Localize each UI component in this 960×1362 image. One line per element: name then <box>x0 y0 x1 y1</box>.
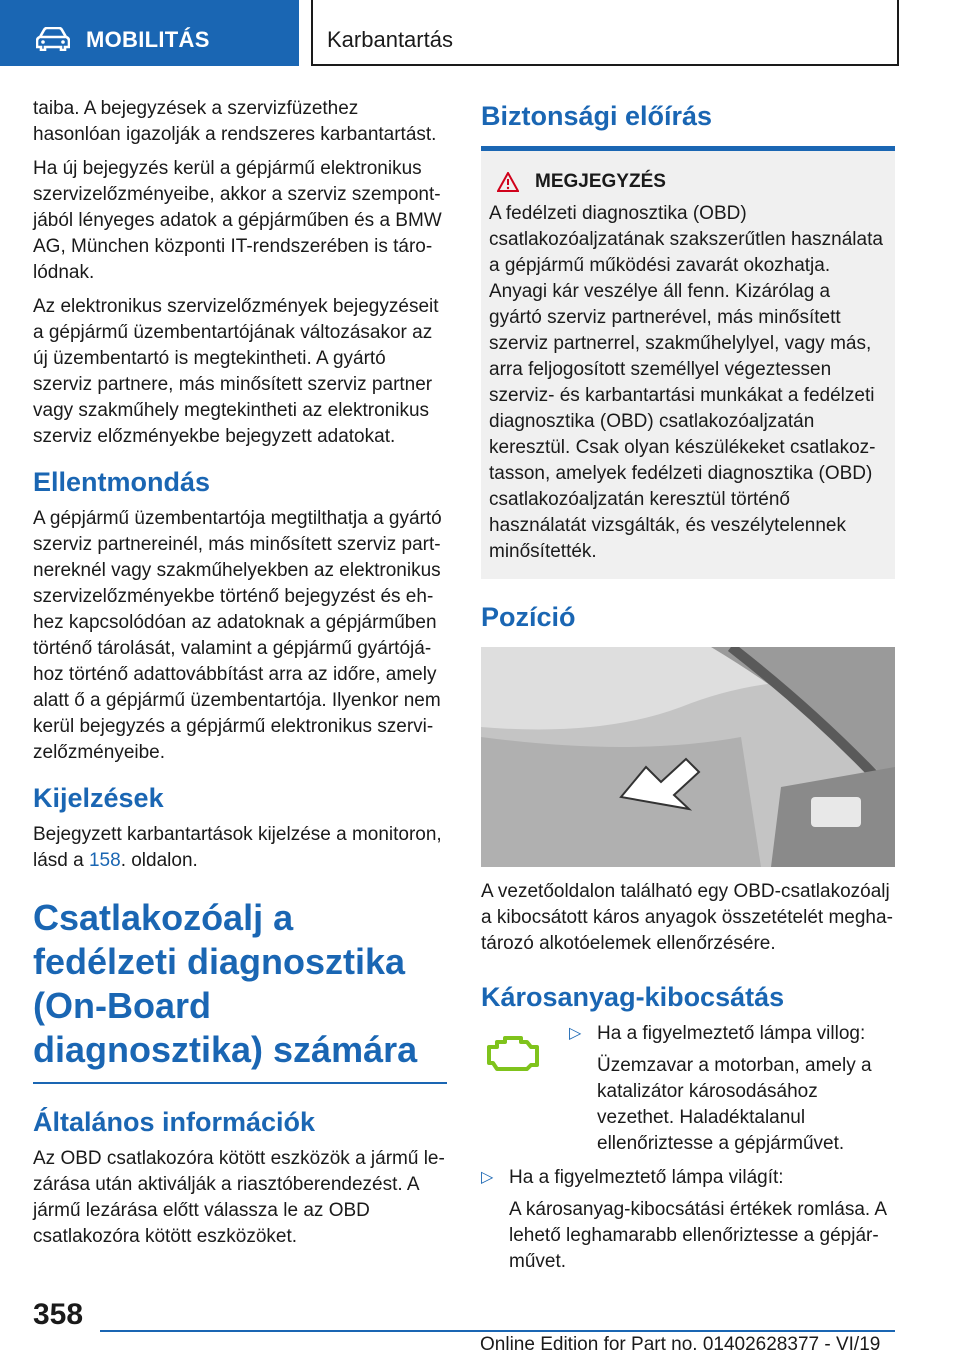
notice-header <box>489 169 887 195</box>
footer-divider <box>100 1330 895 1332</box>
paragraph: Ha új bejegyzés kerül a gépjármű elektronikus szervizelőzményeibe, akkor a szerviz szempontjából lényeges adatok a gépjárműben és a BMW AG, München központi IT-rendszerében is tárolódnak. <box>33 158 442 283</box>
item-label: Ha a figyelmeztető lámpa villog: <box>597 1023 866 1044</box>
chapter-title: Csatlakozóalj a fedélzeti diagnosztika (On-Board diagnosztika) számára <box>33 896 447 1084</box>
heading-general: Általános információk <box>33 1107 316 1137</box>
text: . oldalon. <box>120 850 198 871</box>
left-column <box>33 96 447 1258</box>
list-item <box>569 1021 895 1047</box>
car-icon <box>36 27 70 51</box>
paragraph: taiba. A bejegyzések a szervizfüzethez hasonlóan igazolják a rendszeres karbantartást. <box>33 98 437 145</box>
warning-triangle-icon <box>497 172 519 192</box>
heading-emissions: Károsanyag-kibocsátás <box>481 982 785 1012</box>
item-text: A károsanyag-kibocsátási értékek romlása. A lehető leghamarabb ellenőriztesse a gépjárművet. <box>509 1199 887 1272</box>
edition-text: Online Edition for Part no. 01402628377 - VI/19 <box>480 1334 881 1355</box>
heading-safety: Biztonsági előírás <box>481 101 713 131</box>
section-label: MOBILITÁS <box>86 27 210 52</box>
page-number: 358 <box>33 1298 84 1331</box>
item-label: Ha a figyelmeztető lámpa világít: <box>509 1167 784 1188</box>
list-item <box>481 1165 895 1191</box>
emissions-block <box>481 1021 895 1165</box>
heading-displays: Kijelzések <box>33 783 164 813</box>
emissions-list <box>569 1021 895 1165</box>
photo-caption: A vezetőoldalon található egy OBD-csatlakozóalj a kibocsátott káros anyagok összetételét meghatározó alkotóelemek ellenőrzésére. <box>481 881 893 954</box>
obd-location-photo <box>481 647 895 867</box>
emissions-list-2 <box>481 1165 895 1275</box>
paragraph: A gépjármű üzembentartója megtilthatja a gyártó szerviz partnereinél, más minősített szerviz partnereknél vagy szakműhelyekben az elektronikus szervizelőzményekbe történő bejegyzést és ehhez kapcsolódóan az adatoknak a gépjárműben történő tárolását, valamint a gépjármű gyártójához történő adattovábbítást arra az időre, amely alatt ő a gépjármű üzembentartója. Ilyenkor nem kerül bejegyzés a gépjármű elektronikus szervizelőzményeibe. <box>33 508 442 763</box>
right-column <box>481 96 895 1283</box>
paragraph: Az OBD csatlakozóra kötött eszközök a jármű lezárása után aktiválják a riasztóberendezést. A jármű lezárása előtt válassza le az OBD csatlakozóra kötött eszközöket. <box>33 1148 445 1247</box>
text: Bejegyzett karbantartások kijelzése a monitoron, lásd a <box>33 824 442 871</box>
notice-text: A fedélzeti diagnosztika (OBD) csatlakozóaljzatának szakszerűtlen használata a gépjármű működési zavarát okozhatja. Anyagi kár veszélye áll fenn. Kizárólag a gyártó szerviz partnerével, más minősített szerviz partnerrel, szakműhelylyel, vagy más, arra feljogosított személlyel végeztessen szerviz- és karbantartási munkákat a fedélzeti diagnosztika (OBD) csatlakozóaljzatán keresztül. Csak olyan készülékeket csatlakoztasson, amelyek fedélzeti diagnosztika (OBD) csatlakozóaljzatán keresztül történő használatát vizsgálták, és veszélytelennek minősítették. <box>489 203 883 562</box>
section-tab <box>0 0 299 66</box>
check-engine-icon <box>483 1033 543 1073</box>
item-text: Üzemzavar a motorban, amely a katalizátor károsodásához vezethet. Haladéktalanul ellenőriztesse a gépjárművet. <box>597 1055 872 1154</box>
paragraph: Az elektronikus szervizelőzmények bejegyzéseit a gépjármű üzembentartójának változásakor az új üzembentartó is megtekintheti. A gyártó szerviz partnere, más minősített szerviz partner vagy szakműhely megtekintheti az elektronikus szerviz előzményekbe bejegyzett adatokat. <box>33 296 439 447</box>
heading-objection: Ellentmondás <box>33 467 211 497</box>
page-link[interactable]: 158 <box>88 850 121 871</box>
photo-illustration <box>481 647 895 867</box>
chapter-label: Karbantartás <box>327 27 453 52</box>
notice-title: MEGJEGYZÉS <box>535 171 666 192</box>
bullet-triangle-icon: ▷ <box>569 1025 582 1042</box>
notice-box <box>481 151 895 579</box>
chapter-header <box>311 0 899 66</box>
heading-position: Pozíció <box>481 602 576 632</box>
paragraph-displays <box>33 822 447 874</box>
bullet-triangle-icon: ▷ <box>481 1169 494 1186</box>
